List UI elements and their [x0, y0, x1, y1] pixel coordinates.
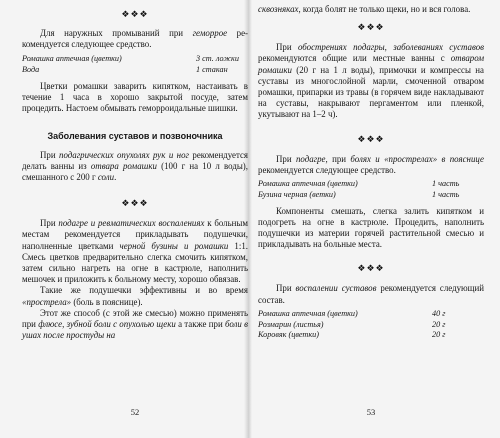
recipe-list-1: [22, 54, 248, 76]
ornament-divider: ❖❖❖: [357, 264, 385, 275]
recipe-row: Ромашка аптечная (цветки) 40 г: [258, 308, 446, 318]
ornament-divider: ❖❖❖: [121, 10, 149, 20]
recipe-row: Коровяк (цветки) 20 г: [258, 330, 446, 340]
page-right: [258, 0, 484, 438]
page-number: 52: [130, 406, 140, 417]
ornament-divider: ❖❖❖: [357, 23, 385, 34]
paragraph-joint-inflammation: При воспалении суставов рекомендуется следующий состав.: [258, 283, 484, 305]
recipe-row: Розмарин (листья) 20 г: [258, 319, 446, 329]
paragraph-lumbago: Такие же подушечки эффективны и во время «прострела» (боль в пояснице).: [22, 285, 248, 307]
recipe-row: Ромашка аптечная (цветки) 3 ст. ложки: [22, 54, 239, 64]
recipe-row: Ромашка аптечная (цветки) 1 часть: [258, 179, 460, 189]
recipe-row: Вода 1 стакан: [22, 65, 228, 75]
paragraph-flux: Этот же способ (с этой же смесью) можно применять при флюсе, зубной боли с опухолью щеки а также при боли в ушах после простуды на: [22, 307, 248, 341]
recipe-list-2: [258, 179, 484, 201]
recipe-list-3: [258, 309, 484, 341]
page-number: 53: [366, 406, 376, 417]
ornament-divider: ❖❖❖: [121, 199, 149, 210]
paragraph-gout-rheumatic: При подагре и ревматических воспалениях к больным местам рекомендуется прикладывать подушечки, наполненные цветками черной бузины и ромашки 1:1. Смесь цветков предварительно слегка смочить кипятком, затем сильно нагреть на огне в кастрюле, наполнить мешочек и приложить к больному месту, хорошо обвязав.: [22, 218, 248, 285]
paragraph-continuation: сквозняках, когда болят не только щеки, но и вся голова.: [258, 4, 471, 14]
ornament-divider: ❖❖❖: [357, 134, 385, 145]
section-heading: Заболевания суставов и позвоночника: [47, 130, 223, 141]
paragraph-gout-swelling: При подагрических опухолях рук и ног рекомендуется делать ванны из отвара ромашки (100 г на 10 л воды), смешанного с 200 г соли.: [22, 149, 248, 183]
paragraph-back-pain: При подагре, при болях и «прострелах» в пояснице рекомендуется следующее средство.: [258, 153, 484, 175]
paragraph-hemorrhoids: Для наружных промываний при геморрое ре-комендуется следующее средство.: [22, 28, 248, 50]
paragraph-gout-exacerbation: При обострениях подагры, заболеваниях суставов рекомендуются общие или местные ванны с отваром ромашки (20 г на 1 л воды), примочки и компрессы на суставы из многослойной марли, смоченной отваром ромашки, припарки из травы (в горячем виде накладывают на суставы, накрывают пергаментом или пленкой, укутывают на 1–2 ч).: [258, 42, 484, 120]
paragraph-chamomile-prep: Цветки ромашки заварить кипятком, настаивать в течение 1 часа в хорошо закрытой посуде, затем процедить. Настоем обмывать геморроидальные шишки.: [22, 81, 248, 114]
page-left: [22, 0, 248, 438]
paragraph-mixture-prep: Компоненты смешать, слегка залить кипятком и подогреть на огне в кастрюле. Процедить, наполнить подушечки из материи горячей растительной смесью и прикладывать на больные места.: [258, 205, 484, 250]
recipe-row: Бузина черная (ветки) 1 часть: [258, 189, 460, 199]
